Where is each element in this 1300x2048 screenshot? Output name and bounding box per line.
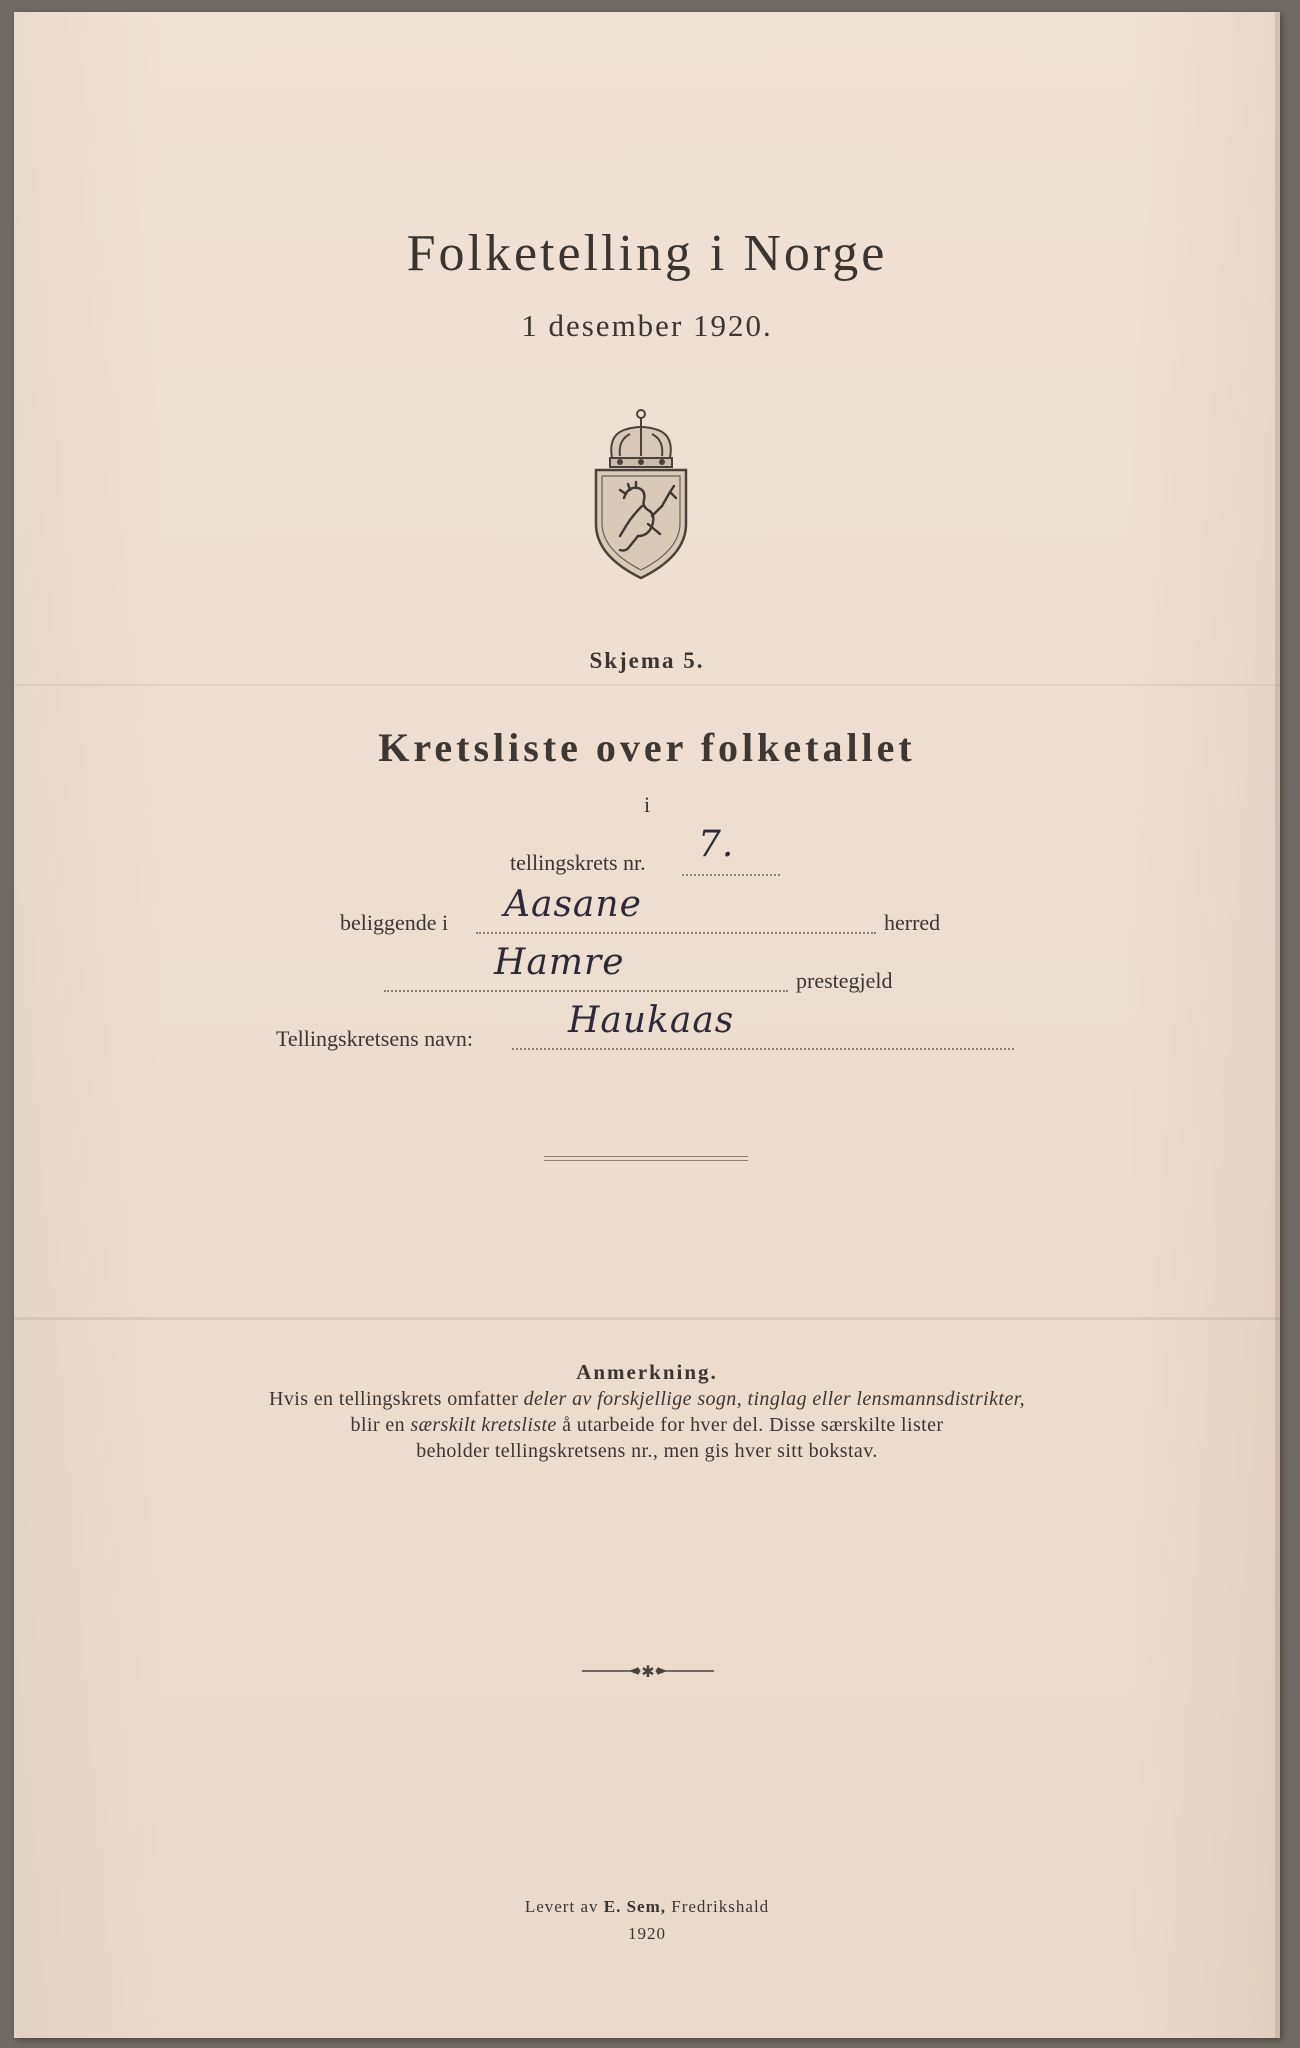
- printer-city: Fredrikshald: [665, 1897, 770, 1916]
- census-form-sheet: [14, 12, 1280, 2038]
- printer-prefix: Levert av: [524, 1897, 604, 1916]
- herred-label: herred: [884, 910, 941, 935]
- located-in-line: [476, 932, 876, 934]
- paper-fold: [14, 684, 1280, 686]
- district-number-line: [682, 874, 780, 876]
- note-line-3: beholder tellingskretsens nr., men gis hver sitt bokstav.: [416, 1440, 878, 1462]
- connector-word: i: [643, 792, 651, 817]
- note-title: Anmerkning.: [576, 1360, 718, 1384]
- note-text: Hvis en tellingskrets omfatter: [269, 1388, 524, 1410]
- district-name-line: [512, 1048, 1014, 1050]
- printer-name: E. Sem,: [603, 1897, 666, 1916]
- schema-number: Skjema 5.: [589, 648, 705, 673]
- svg-text:✱: ✱: [641, 1662, 655, 1681]
- parish-line: [384, 990, 788, 992]
- form-heading: Kretsliste over folketallet: [378, 725, 916, 770]
- note-text: blir en: [350, 1414, 411, 1436]
- section-divider: [544, 1156, 748, 1161]
- note-text: å utarbeide for hver del. Disse særskilte lister: [556, 1414, 944, 1436]
- district-number-value[interactable]: 7.: [698, 824, 735, 865]
- note-emphasis: deler av forskjellige sogn, tinglag eller lensmannsdistrikter,: [523, 1388, 1025, 1410]
- located-in-value[interactable]: Aasane: [504, 884, 642, 925]
- census-date: 1 desember 1920.: [521, 308, 773, 343]
- district-number-label: tellingskrets nr.: [510, 850, 646, 875]
- printer-credit: [14, 1897, 1280, 1917]
- parish-value[interactable]: Hamre: [494, 942, 625, 983]
- document-title: Folketelling i Norge: [406, 225, 888, 282]
- ornament-icon: [580, 1660, 716, 1682]
- located-in-label: beliggende i: [340, 910, 449, 935]
- district-name-label: Tellingskretsens navn:: [276, 1026, 474, 1051]
- coat-of-arms-icon: [590, 406, 692, 580]
- note-line-1: [14, 1388, 1280, 1411]
- district-name-value[interactable]: Haukaas: [568, 1000, 735, 1041]
- print-year: 1920: [628, 1924, 666, 1943]
- note-emphasis: særskilt kretsliste: [410, 1414, 557, 1436]
- paper-fold: [14, 1317, 1280, 1320]
- note-line-2: [14, 1414, 1280, 1437]
- parish-label: prestegjeld: [796, 968, 893, 993]
